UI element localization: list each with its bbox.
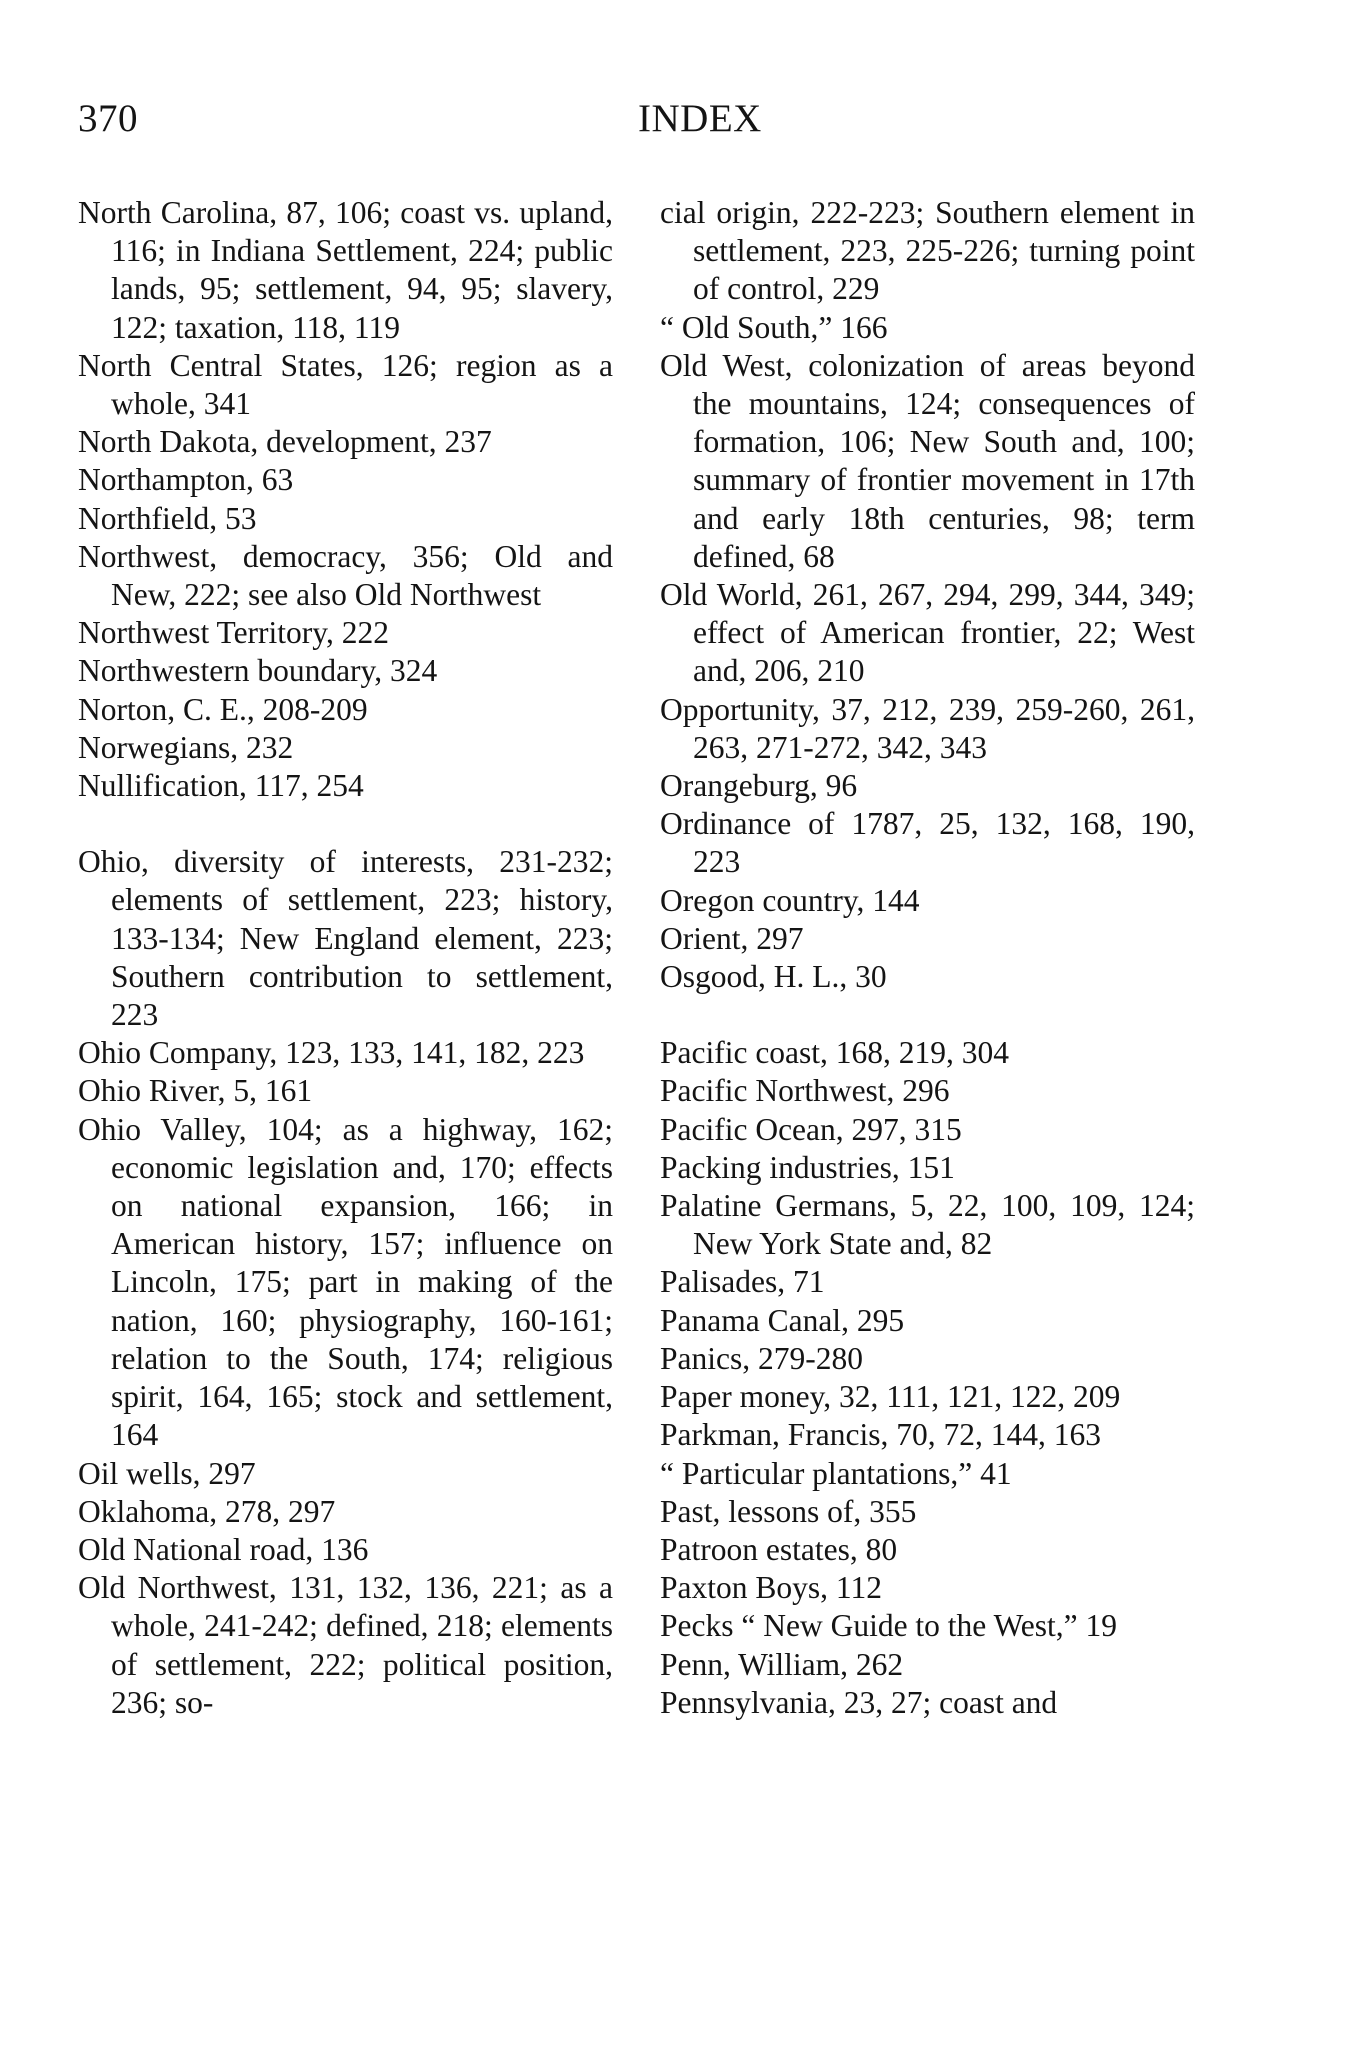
index-entry: North Carolina, 87, 106; coast vs. upland, 116; in Indiana Settlement, 224; public lands, 95; settlement, 94, 95; slavery, 122; taxation, 118, 119: [78, 195, 613, 345]
index-entry: Panics, 279-280: [660, 1340, 863, 1376]
index-entry: Pacific Ocean, 297, 315: [660, 1111, 962, 1147]
index-column-right: [660, 194, 1195, 1722]
index-entry: Oregon country, 144: [660, 882, 920, 918]
index-entry: Paper money, 32, 111, 121, 122, 209: [660, 1379, 1121, 1415]
index-entry: Old Northwest, 131, 132, 136, 221; as a whole, 241-242; defined, 218; elements of settlement, 222; political position, 236; so-: [78, 1570, 613, 1720]
page-number: 370: [78, 97, 138, 140]
index-entry: Osgood, H. L., 30: [660, 959, 887, 995]
index-entry: Northwest Territory, 222: [78, 615, 389, 651]
page-header: [78, 96, 1198, 148]
index-entry: cial origin, 222-223; Southern element in settlement, 223, 225-226; turning point of control, 229: [660, 195, 1195, 307]
index-entry: Old World, 261, 267, 294, 299, 344, 349; effect of American frontier, 22; West and, 206, 210: [660, 577, 1195, 689]
index-entry: Opportunity, 37, 212, 239, 259-260, 261, 263, 271-272, 342, 343: [660, 691, 1195, 765]
index-entry: “ Particular plantations,” 41: [660, 1455, 1012, 1491]
index-entry: Ohio, diversity of interests, 231-232; elements of settlement, 223; history, 133-134; New England element, 223; Southern contribution to settlement, 223: [78, 844, 613, 1033]
index-entry: Pennsylvania, 23, 27; coast and: [660, 1684, 1058, 1720]
index-entry: Norwegians, 232: [78, 729, 294, 765]
index-entry: Ohio Company, 123, 133, 141, 182, 223: [78, 1035, 585, 1071]
index-entry: Past, lessons of, 355: [660, 1493, 917, 1529]
index-entry: “ Old South,” 166: [660, 309, 888, 345]
index-entry: North Dakota, development, 237: [78, 424, 492, 460]
index-entry: Penn, William, 262: [660, 1646, 904, 1682]
index-entry: Old West, colonization of areas beyond the mountains, 124; consequences of formation, 106; New South and, 100; summary of frontier movement in 17th and early 18th centuries, 98; term defined, 68: [660, 347, 1195, 574]
index-entry: North Central States, 126; region as a whole, 341: [78, 347, 613, 422]
index-entry: Northwest, democracy, 356; Old and New, 222; see also Old Northwest: [78, 538, 613, 613]
index-entry: Palatine Germans, 5, 22, 100, 109, 124; New York State and, 82: [660, 1188, 1195, 1262]
index-entry: Oklahoma, 278, 297: [78, 1493, 336, 1529]
section-gap: [78, 805, 613, 843]
index-entry: Ohio River, 5, 161: [78, 1073, 313, 1109]
index-entry: Parkman, Francis, 70, 72, 144, 163: [660, 1417, 1101, 1453]
page-title: INDEX: [638, 97, 762, 140]
index-entry: Pecks “ New Guide to the West,” 19: [660, 1608, 1118, 1644]
index-entry: Ordinance of 1787, 25, 132, 168, 190, 223: [660, 806, 1195, 880]
index-column-left: [78, 194, 613, 1722]
index-entry: Pacific Northwest, 296: [660, 1073, 950, 1109]
index-entry: Patroon estates, 80: [660, 1531, 898, 1567]
index-entry: Oil wells, 297: [78, 1455, 256, 1491]
index-entry: Paxton Boys, 112: [660, 1570, 882, 1606]
index-entry: Norton, C. E., 208-209: [78, 691, 368, 727]
index-entry: Panama Canal, 295: [660, 1302, 905, 1338]
index-entry: Northampton, 63: [78, 462, 294, 498]
index-entry: Orient, 297: [660, 920, 804, 956]
index-entry: Packing industries, 151: [660, 1149, 955, 1185]
index-entry: Northfield, 53: [78, 500, 257, 536]
index-entry: Ohio Valley, 104; as a highway, 162; economic legislation and, 170; effects on national expansion, 166; in American history, 157; influence on Lincoln, 175; part in making of the nation, 160; physiography, 160-161; relation to the South, 174; religious spirit, 164, 165; stock and settlement, 164: [78, 1111, 613, 1453]
index-entry: Pacific coast, 168, 219, 304: [660, 1035, 1010, 1071]
index-entry: Northwestern boundary, 324: [78, 653, 438, 689]
index-entry: Nullification, 117, 254: [78, 768, 364, 804]
index-entry: Orangeburg, 96: [660, 768, 858, 804]
section-gap: [660, 996, 1195, 1034]
index-entry: Old National road, 136: [78, 1531, 369, 1567]
index-entry: Palisades, 71: [660, 1264, 825, 1300]
